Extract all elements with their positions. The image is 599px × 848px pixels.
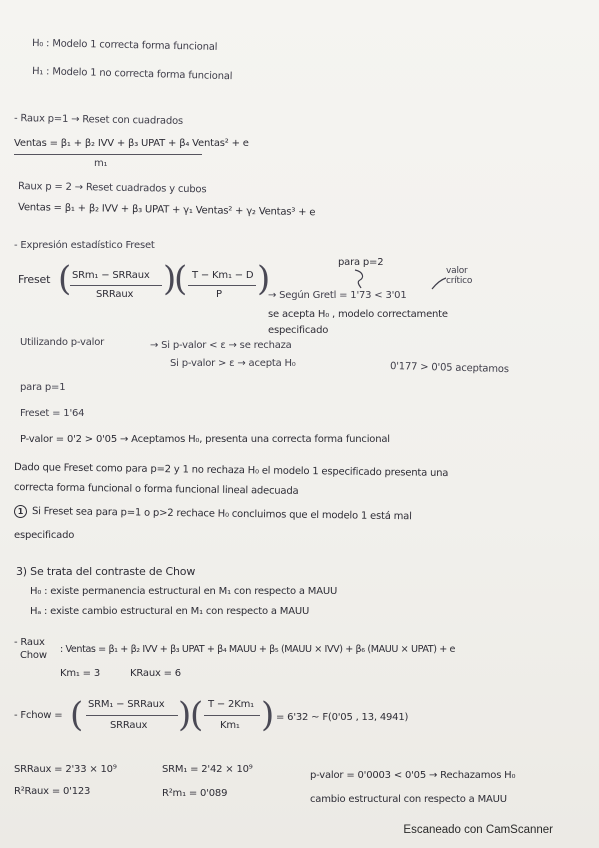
raux-chow-label: - Raux <box>14 637 45 648</box>
equation-reset-p1: Ventas = β₁ + β₂ IVV + β₃ UPAT + β₄ Ventas² + e <box>14 138 249 149</box>
pvalor-chow: p-valor = 0'0003 < 0'05 → Rechazamos H₀ <box>310 770 516 781</box>
chow-equation: : Ventas = β₁ + β₂ IVV + β₃ UPAT + β₄ MAUU + β₅ (MAUU × IVV) + β₆ (MAUU × UPAT) + e <box>60 644 455 655</box>
section3-h0: H₀ : existe permanencia estructural en M₁ con respecto a MAUU <box>30 586 338 597</box>
f1-denominator: SRRaux <box>96 289 134 300</box>
paren-open: ( <box>190 695 204 735</box>
para-p2-note: para p=2 <box>338 257 384 268</box>
c2-denominator: Km₁ <box>220 720 240 731</box>
gretl-result: → Según Gretl = 1'73 < 3'01 <box>268 290 407 301</box>
freset-value: Freset = 1'64 <box>20 408 85 419</box>
arrow-icon <box>428 276 448 292</box>
si-line1: Si Freset sea para p=1 o p>2 rechace H₀ concluimos que el modelo 1 está mal <box>31 506 412 523</box>
pvalor-line: P-valor = 0'2 > 0'05 → Aceptamos H₀, presenta una correcta forma funcional <box>20 434 390 445</box>
circled-number-badge: 1 <box>14 505 27 518</box>
rule-result: 0'177 > 0'05 aceptamos <box>389 361 509 376</box>
h1-line: H₁ : Modelo 1 no correcta forma funcional <box>31 66 233 83</box>
r2-raux-value: R²Raux = 0'123 <box>14 786 91 797</box>
r2-m1-value: R²m₁ = 0'089 <box>162 788 228 799</box>
sr-raux-value: SRRaux = 2'33 × 10⁹ <box>14 764 117 775</box>
paren-open: ( <box>174 259 188 299</box>
equation-reset-p2: Ventas = β₁ + β₂ IVV + β₃ UPAT + γ₁ Ventas² + γ₂ Ventas³ + e <box>17 202 316 219</box>
rule-reject: → Si p-valor < ε → se rechaza <box>150 340 292 351</box>
acepta-line2: especificado <box>268 325 329 336</box>
raux-chow-label2: Chow <box>20 650 47 661</box>
section3-ha: Hₐ : existe cambio estructural en M₁ con respecto a MAUU <box>30 606 310 617</box>
para-p1-line: para p=1 <box>20 382 66 393</box>
paren-open: ( <box>70 695 84 735</box>
freset-label: Freset <box>18 273 51 286</box>
kraux-value: KRaux = 6 <box>130 668 181 679</box>
paren-close: ) <box>257 259 271 299</box>
c2-numerator: T − 2Km₁ <box>208 699 254 710</box>
h0-line: H₀ : Modelo 1 correcta forma funcional <box>31 38 218 53</box>
section3-heading: 3) Se trata del contraste de Chow <box>16 565 196 578</box>
sr-m1-value: SRM₁ = 2'42 × 10⁹ <box>162 764 253 775</box>
km1-value: Km₁ = 3 <box>60 668 101 679</box>
f1-numerator: SRm₁ − SRRaux <box>72 270 150 281</box>
acepta-line1: se acepta H₀ , modelo correctamente <box>268 309 448 320</box>
dado-line1: Dado que Freset como para p=2 y 1 no rechaza H₀ el modelo 1 especificado presenta una <box>13 462 449 480</box>
paren-close: ) <box>163 259 177 299</box>
camscanner-watermark: Escaneado con CamScanner <box>403 824 553 836</box>
c2-fraction-bar <box>204 715 260 716</box>
valor-critico-note: valor crítico <box>446 266 473 286</box>
equation-subscript: m₁ <box>94 158 108 169</box>
f2-fraction-bar <box>188 285 256 286</box>
paren-open: ( <box>58 259 72 299</box>
raux-p1-line: - Raux p=1 → Reset con cuadrados <box>13 113 184 127</box>
c1-denominator: SRRaux <box>110 720 148 731</box>
fchow-label: - Fchow = <box>14 710 63 721</box>
c1-numerator: SRM₁ − SRRaux <box>88 699 165 710</box>
f2-numerator: T − Km₁ − D <box>192 270 254 281</box>
rule-accept: Si p-valor > ε → acepta H₀ <box>170 358 296 369</box>
f2-denominator: P <box>216 289 222 300</box>
fraction-bar <box>14 154 202 155</box>
curly-arrow-icon <box>352 268 370 290</box>
f1-fraction-bar <box>70 285 162 286</box>
chow-result: = 6'32 ~ F(0'05 , 13, 4941) <box>276 712 409 723</box>
raux-p2-line: Raux p = 2 → Reset cuadrados y cubos <box>17 181 207 196</box>
cambio-line: cambio estructural con respecto a MAUU <box>310 794 507 805</box>
c1-fraction-bar <box>86 715 178 716</box>
paren-close: ) <box>178 695 192 735</box>
si-line2: especificado <box>14 530 75 541</box>
dado-line2: correcta forma funcional o forma funcional lineal adecuada <box>13 482 299 497</box>
expresion-heading: - Expresión estadístico Freset <box>14 240 155 251</box>
paren-close: ) <box>261 695 275 735</box>
utilizando-line: Utilizando p-valor <box>20 337 105 348</box>
